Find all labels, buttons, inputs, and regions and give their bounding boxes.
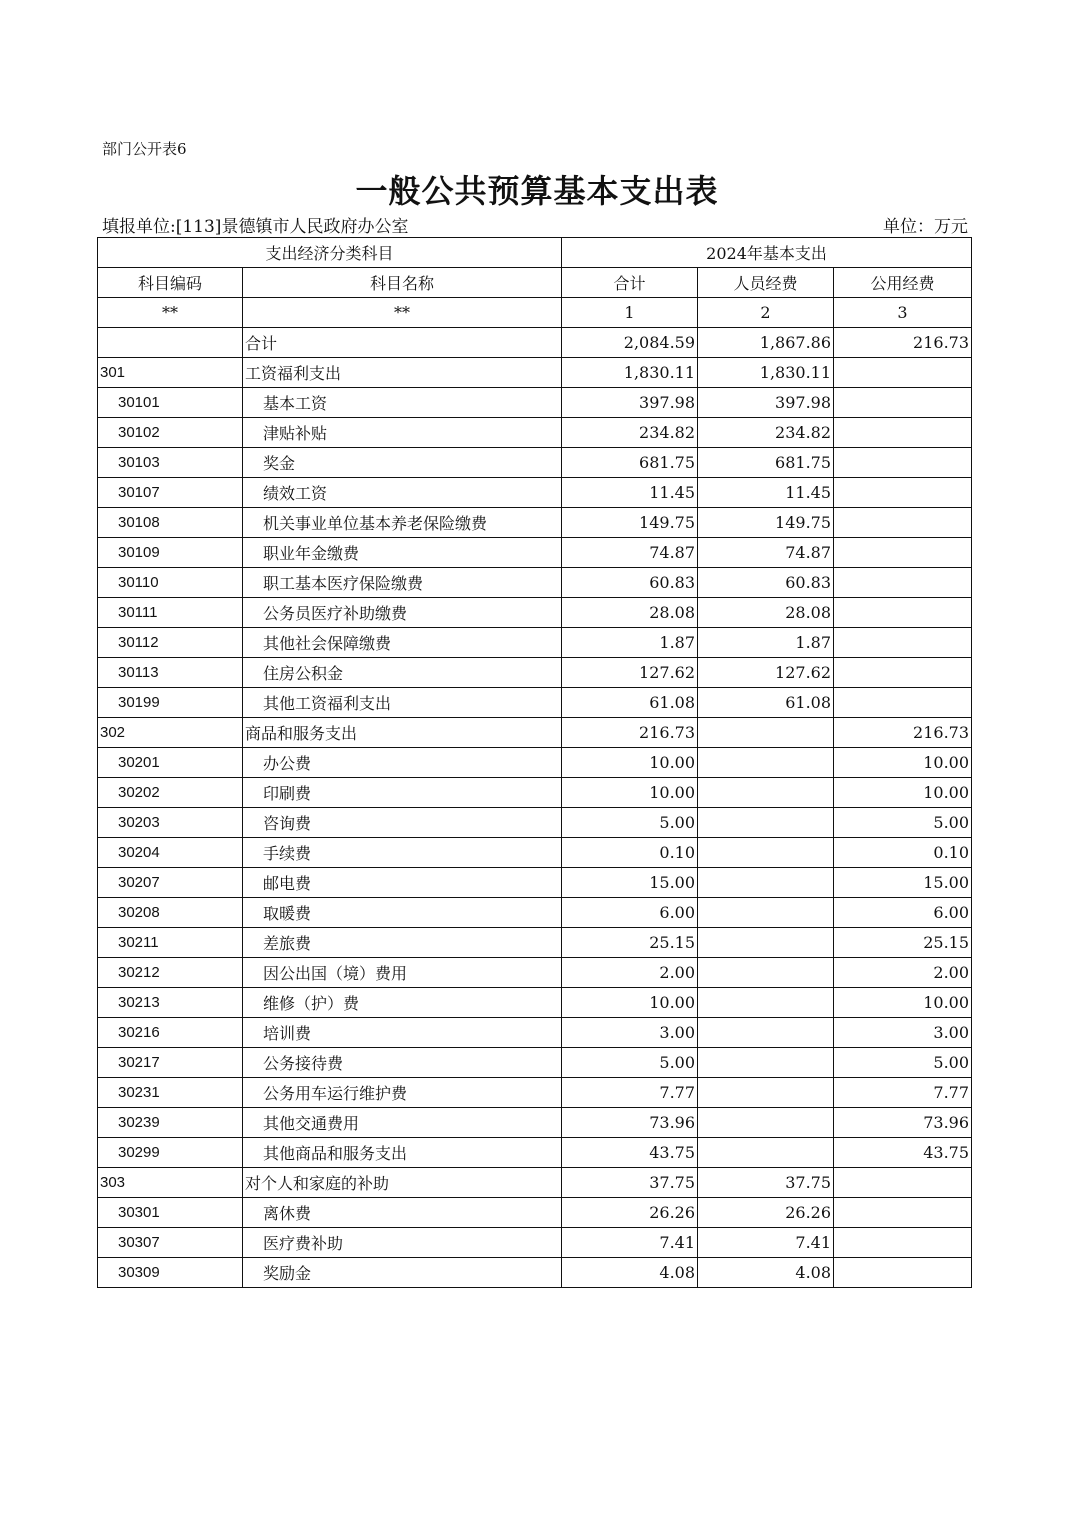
cell-name: 印刷费 xyxy=(243,778,562,808)
cell-personnel xyxy=(698,1018,834,1048)
cell-public: 3.00 xyxy=(834,1018,972,1048)
cell-total: 4.08 xyxy=(562,1258,698,1288)
cell-total: 43.75 xyxy=(562,1138,698,1168)
cell-total: 681.75 xyxy=(562,448,698,478)
cell-name: 公务用车运行维护费 xyxy=(243,1078,562,1108)
cell-name: 职业年金缴费 xyxy=(243,538,562,568)
cell-code: 30208 xyxy=(98,898,243,928)
cell-public xyxy=(834,598,972,628)
cell-personnel: 681.75 xyxy=(698,448,834,478)
cell-public: 0.10 xyxy=(834,838,972,868)
cell-code: 30213 xyxy=(98,988,243,1018)
table-row xyxy=(98,988,972,1018)
cell-personnel: 1.87 xyxy=(698,628,834,658)
cell-total: 397.98 xyxy=(562,388,698,418)
cell-total: 1,830.11 xyxy=(562,358,698,388)
cell-total: 25.15 xyxy=(562,928,698,958)
table-row xyxy=(98,838,972,868)
cell-personnel xyxy=(698,958,834,988)
cell-personnel xyxy=(698,778,834,808)
cell-name: 咨询费 xyxy=(243,808,562,838)
cell-total: 127.62 xyxy=(562,658,698,688)
cell-total: 2.00 xyxy=(562,958,698,988)
cell-personnel xyxy=(698,808,834,838)
cell-public xyxy=(834,478,972,508)
cell-name: 取暖费 xyxy=(243,898,562,928)
cell-public: 10.00 xyxy=(834,778,972,808)
cell-personnel xyxy=(698,748,834,778)
index-name: ** xyxy=(243,298,562,328)
cell-personnel xyxy=(698,988,834,1018)
cell-public: 5.00 xyxy=(834,808,972,838)
cell-total: 73.96 xyxy=(562,1108,698,1138)
cell-total: 7.77 xyxy=(562,1078,698,1108)
cell-name: 办公费 xyxy=(243,748,562,778)
cell-total: 0.10 xyxy=(562,838,698,868)
cell-personnel xyxy=(698,1108,834,1138)
cell-total: 3.00 xyxy=(562,1018,698,1048)
budget-expenditure-table xyxy=(97,237,972,1288)
cell-code: 302 xyxy=(98,718,243,748)
table-row xyxy=(98,1168,972,1198)
cell-personnel xyxy=(698,868,834,898)
cell-public xyxy=(834,538,972,568)
cell-total: 28.08 xyxy=(562,598,698,628)
header-row xyxy=(98,268,972,298)
table-row xyxy=(98,808,972,838)
cell-code: 30204 xyxy=(98,838,243,868)
cell-public xyxy=(834,388,972,418)
cell-public: 73.96 xyxy=(834,1108,972,1138)
cell-total: 10.00 xyxy=(562,778,698,808)
cell-code: 30112 xyxy=(98,628,243,658)
cell-personnel: 28.08 xyxy=(698,598,834,628)
table-row xyxy=(98,388,972,418)
cell-name: 合计 xyxy=(243,328,562,358)
table-row xyxy=(98,1138,972,1168)
cell-public xyxy=(834,1168,972,1198)
cell-public xyxy=(834,628,972,658)
index-code: ** xyxy=(98,298,243,328)
table-row xyxy=(98,1108,972,1138)
cell-name: 奖金 xyxy=(243,448,562,478)
cell-total: 149.75 xyxy=(562,508,698,538)
table-row xyxy=(98,1228,972,1258)
cell-name: 商品和服务支出 xyxy=(243,718,562,748)
index-3: 3 xyxy=(834,298,972,328)
cell-name: 其他交通费用 xyxy=(243,1108,562,1138)
cell-code: 30102 xyxy=(98,418,243,448)
cell-name: 基本工资 xyxy=(243,388,562,418)
table-row xyxy=(98,778,972,808)
cell-total: 26.26 xyxy=(562,1198,698,1228)
cell-code: 30207 xyxy=(98,868,243,898)
table-row xyxy=(98,1048,972,1078)
index-row xyxy=(98,298,972,328)
header-group-row xyxy=(98,238,972,268)
cell-public xyxy=(834,1228,972,1258)
cell-code: 30309 xyxy=(98,1258,243,1288)
cell-total: 7.41 xyxy=(562,1228,698,1258)
cell-personnel: 1,867.86 xyxy=(698,328,834,358)
cell-code: 30113 xyxy=(98,658,243,688)
cell-name: 工资福利支出 xyxy=(243,358,562,388)
cell-code: 30111 xyxy=(98,598,243,628)
cell-public: 5.00 xyxy=(834,1048,972,1078)
cell-total: 216.73 xyxy=(562,718,698,748)
cell-total: 234.82 xyxy=(562,418,698,448)
cell-personnel xyxy=(698,1048,834,1078)
cell-total: 10.00 xyxy=(562,988,698,1018)
cell-personnel: 37.75 xyxy=(698,1168,834,1198)
cell-code: 30108 xyxy=(98,508,243,538)
cell-personnel: 397.98 xyxy=(698,388,834,418)
cell-name: 公务员医疗补助缴费 xyxy=(243,598,562,628)
header-code: 科目编码 xyxy=(98,268,243,298)
cell-name: 绩效工资 xyxy=(243,478,562,508)
table-row xyxy=(98,448,972,478)
cell-public xyxy=(834,688,972,718)
index-2: 2 xyxy=(698,298,834,328)
table-row xyxy=(98,658,972,688)
cell-personnel: 127.62 xyxy=(698,658,834,688)
cell-public xyxy=(834,358,972,388)
cell-code: 30201 xyxy=(98,748,243,778)
table-row xyxy=(98,1018,972,1048)
table-row xyxy=(98,868,972,898)
cell-code: 30107 xyxy=(98,478,243,508)
cell-name: 职工基本医疗保险缴费 xyxy=(243,568,562,598)
cell-personnel: 7.41 xyxy=(698,1228,834,1258)
table-row xyxy=(98,328,972,358)
table-row xyxy=(98,898,972,928)
cell-code: 30202 xyxy=(98,778,243,808)
table-row xyxy=(98,538,972,568)
cell-personnel xyxy=(698,1138,834,1168)
table-row xyxy=(98,568,972,598)
cell-total: 5.00 xyxy=(562,1048,698,1078)
header-public: 公用经费 xyxy=(834,268,972,298)
cell-personnel: 234.82 xyxy=(698,418,834,448)
table-row xyxy=(98,628,972,658)
header-2024-basic-expenditure: 2024年基本支出 xyxy=(562,238,972,268)
cell-total: 37.75 xyxy=(562,1168,698,1198)
cell-code: 30231 xyxy=(98,1078,243,1108)
cell-name: 奖励金 xyxy=(243,1258,562,1288)
cell-public: 10.00 xyxy=(834,748,972,778)
cell-public: 25.15 xyxy=(834,928,972,958)
cell-public: 216.73 xyxy=(834,718,972,748)
table-row xyxy=(98,1198,972,1228)
cell-name: 因公出国（境）费用 xyxy=(243,958,562,988)
cell-name: 其他工资福利支出 xyxy=(243,688,562,718)
cell-total: 60.83 xyxy=(562,568,698,598)
header-name: 科目名称 xyxy=(243,268,562,298)
table-row xyxy=(98,748,972,778)
cell-name: 培训费 xyxy=(243,1018,562,1048)
cell-total: 74.87 xyxy=(562,538,698,568)
cell-public xyxy=(834,418,972,448)
page-title: 一般公共预算基本支出表 xyxy=(355,172,719,210)
cell-name: 手续费 xyxy=(243,838,562,868)
table-row xyxy=(98,718,972,748)
table-row xyxy=(98,508,972,538)
cell-public xyxy=(834,448,972,478)
cell-public: 43.75 xyxy=(834,1138,972,1168)
cell-total: 2,084.59 xyxy=(562,328,698,358)
cell-name: 离休费 xyxy=(243,1198,562,1228)
header-classification: 支出经济分类科目 xyxy=(98,238,562,268)
cell-total: 11.45 xyxy=(562,478,698,508)
cell-code: 30110 xyxy=(98,568,243,598)
cell-personnel: 1,830.11 xyxy=(698,358,834,388)
header-personnel: 人员经费 xyxy=(698,268,834,298)
cell-name: 邮电费 xyxy=(243,868,562,898)
cell-name: 住房公积金 xyxy=(243,658,562,688)
cell-personnel xyxy=(698,898,834,928)
table-row xyxy=(98,1258,972,1288)
cell-code: 30109 xyxy=(98,538,243,568)
cell-personnel: 11.45 xyxy=(698,478,834,508)
cell-total: 61.08 xyxy=(562,688,698,718)
cell-name: 医疗费补助 xyxy=(243,1228,562,1258)
cell-code: 303 xyxy=(98,1168,243,1198)
cell-total: 10.00 xyxy=(562,748,698,778)
table-row xyxy=(98,598,972,628)
cell-code: 30203 xyxy=(98,808,243,838)
cell-personnel: 60.83 xyxy=(698,568,834,598)
cell-code: 30199 xyxy=(98,688,243,718)
cell-name: 其他商品和服务支出 xyxy=(243,1138,562,1168)
cell-public xyxy=(834,1198,972,1228)
cell-personnel xyxy=(698,928,834,958)
cell-total: 1.87 xyxy=(562,628,698,658)
document-number: 部门公开表6 xyxy=(102,140,187,158)
cell-personnel xyxy=(698,718,834,748)
cell-personnel: 74.87 xyxy=(698,538,834,568)
cell-code: 30301 xyxy=(98,1198,243,1228)
cell-code: 30216 xyxy=(98,1018,243,1048)
cell-public: 10.00 xyxy=(834,988,972,1018)
cell-public: 7.77 xyxy=(834,1078,972,1108)
cell-personnel: 4.08 xyxy=(698,1258,834,1288)
cell-public: 6.00 xyxy=(834,898,972,928)
cell-code: 301 xyxy=(98,358,243,388)
cell-name: 对个人和家庭的补助 xyxy=(243,1168,562,1198)
cell-public: 2.00 xyxy=(834,958,972,988)
table-row xyxy=(98,358,972,388)
cell-personnel: 61.08 xyxy=(698,688,834,718)
cell-name: 机关事业单位基本养老保险缴费 xyxy=(243,508,562,538)
cell-total: 15.00 xyxy=(562,868,698,898)
cell-code: 30239 xyxy=(98,1108,243,1138)
cell-code: 30307 xyxy=(98,1228,243,1258)
cell-code: 30217 xyxy=(98,1048,243,1078)
table-row xyxy=(98,928,972,958)
cell-public xyxy=(834,508,972,538)
cell-code: 30299 xyxy=(98,1138,243,1168)
cell-code: 30212 xyxy=(98,958,243,988)
cell-code: 30103 xyxy=(98,448,243,478)
table-row xyxy=(98,958,972,988)
table-row xyxy=(98,688,972,718)
cell-name: 公务接待费 xyxy=(243,1048,562,1078)
cell-total: 6.00 xyxy=(562,898,698,928)
cell-code: 30211 xyxy=(98,928,243,958)
cell-name: 维修（护）费 xyxy=(243,988,562,1018)
cell-name: 其他社会保障缴费 xyxy=(243,628,562,658)
cell-total: 5.00 xyxy=(562,808,698,838)
cell-name: 津贴补贴 xyxy=(243,418,562,448)
cell-personnel: 149.75 xyxy=(698,508,834,538)
cell-name: 差旅费 xyxy=(243,928,562,958)
table-row xyxy=(98,1078,972,1108)
table-row xyxy=(98,418,972,448)
reporting-unit: 填报单位:[113]景德镇市人民政府办公室 xyxy=(102,217,409,237)
table-row xyxy=(98,478,972,508)
cell-personnel xyxy=(698,1078,834,1108)
cell-code: 30101 xyxy=(98,388,243,418)
cell-public xyxy=(834,568,972,598)
cell-public xyxy=(834,658,972,688)
cell-personnel xyxy=(698,838,834,868)
cell-personnel: 26.26 xyxy=(698,1198,834,1228)
cell-code xyxy=(98,328,243,358)
header-total: 合计 xyxy=(562,268,698,298)
cell-public xyxy=(834,1258,972,1288)
cell-public: 216.73 xyxy=(834,328,972,358)
cell-public: 15.00 xyxy=(834,868,972,898)
index-1: 1 xyxy=(562,298,698,328)
currency-unit: 单位：万元 xyxy=(883,217,968,237)
